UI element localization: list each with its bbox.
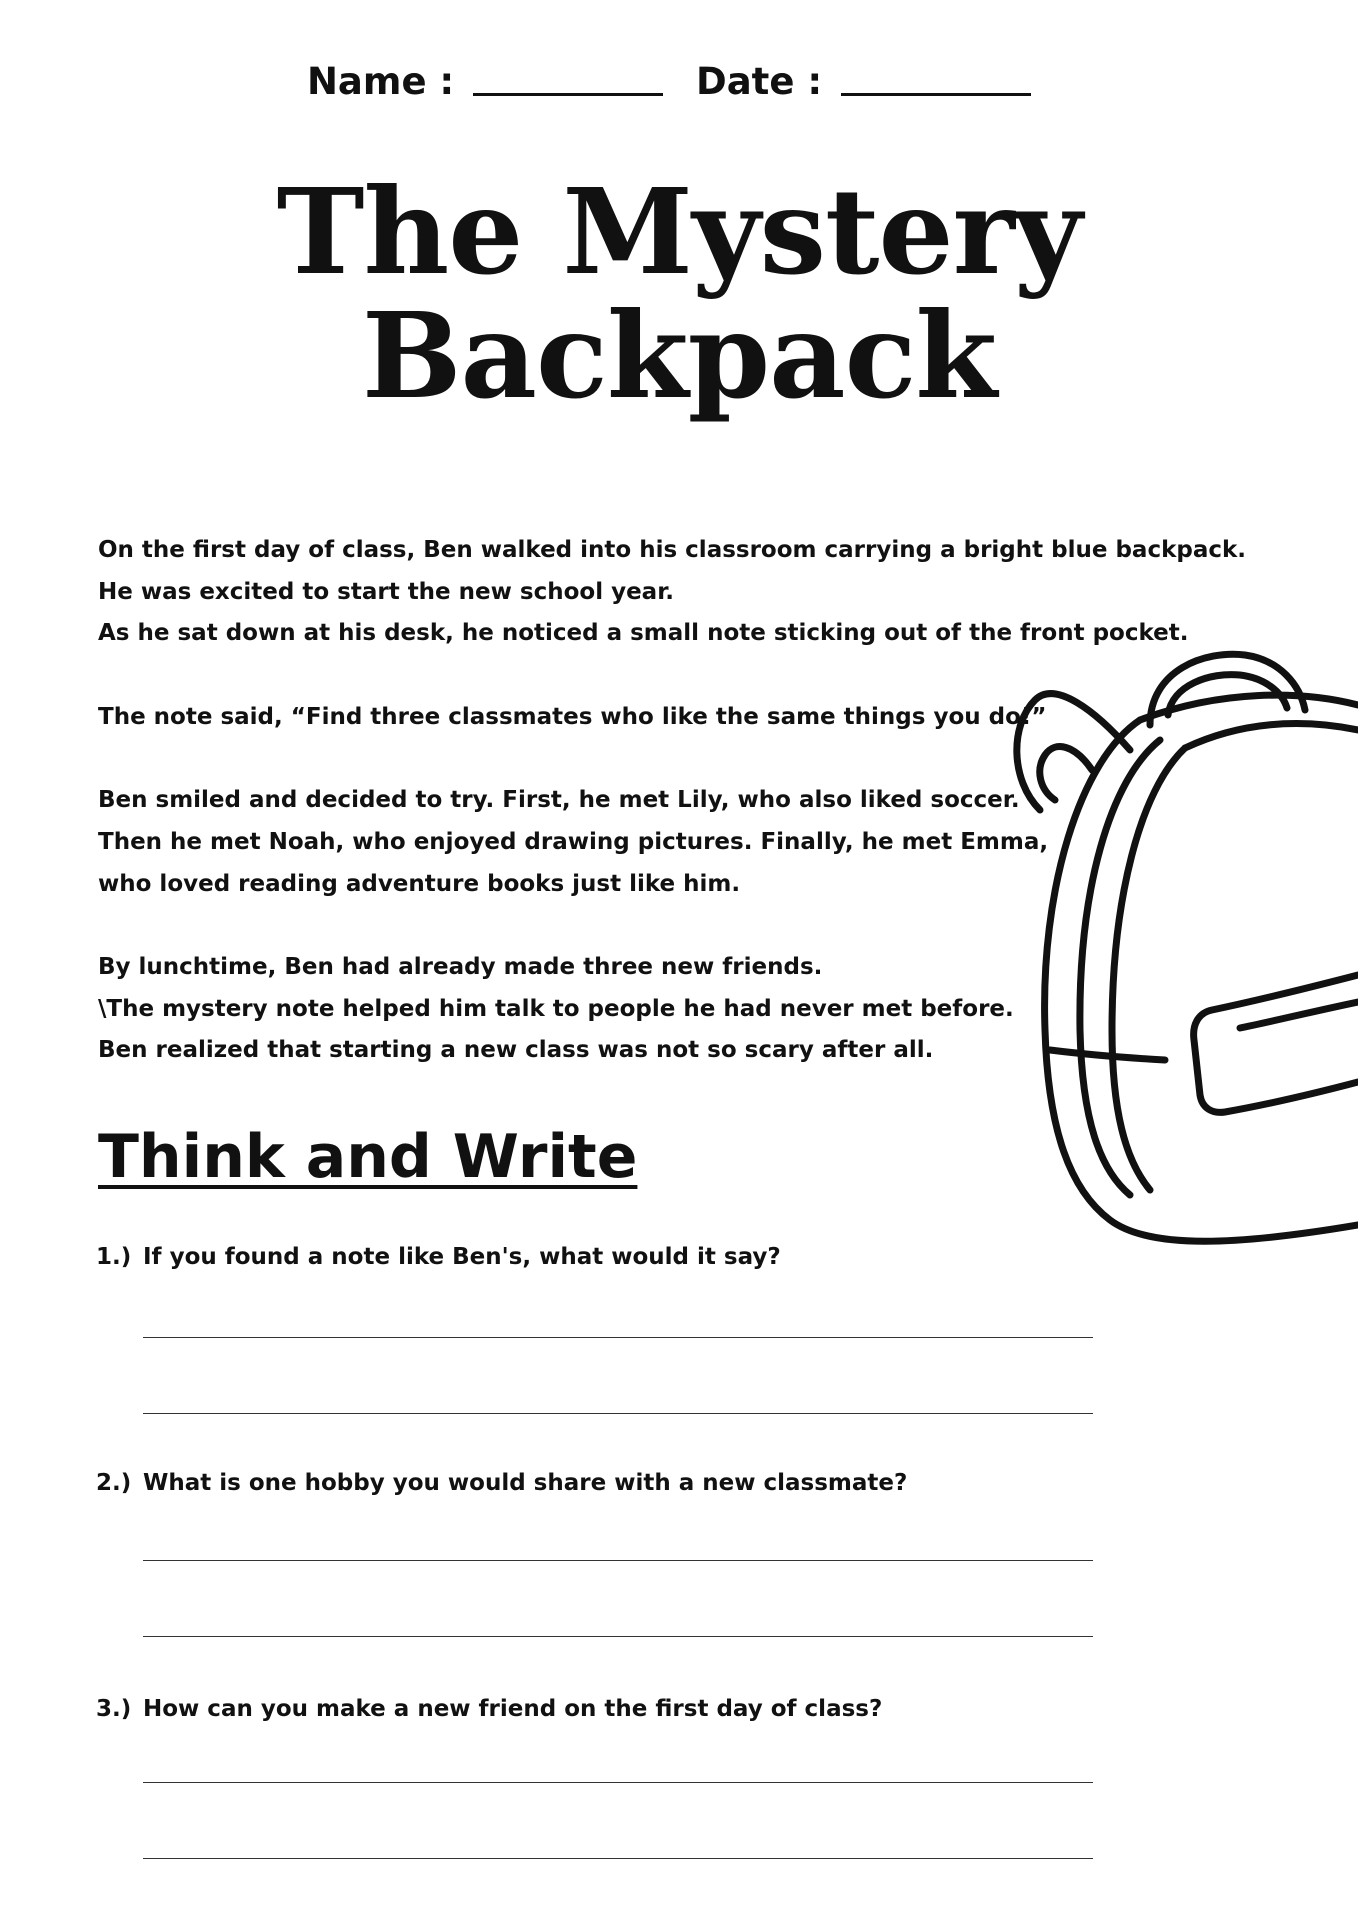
question-1 — [96, 1244, 781, 1270]
question-2 — [96, 1470, 907, 1496]
answer-line[interactable] — [143, 1560, 1093, 1561]
question-text: What is one hobby you would share with a new classmate? — [143, 1470, 908, 1496]
name-blank[interactable] — [473, 61, 663, 96]
story-line: Ben smiled and decided to try. First, he met Lily, who also liked soccer. — [98, 787, 1020, 814]
answer-line[interactable] — [143, 1782, 1093, 1783]
date-blank[interactable] — [841, 61, 1031, 96]
question-text: How can you make a new friend on the first day of class? — [143, 1696, 883, 1722]
section-title: Think and Write — [98, 1122, 638, 1192]
answer-line[interactable] — [143, 1337, 1093, 1338]
answer-line[interactable] — [143, 1413, 1093, 1414]
date-label: Date : — [696, 60, 823, 103]
story-line: \The mystery note helped him talk to people he had never met before. — [98, 995, 1014, 1022]
story-line: The note said, “Find three classmates who like the same things you do!” — [98, 703, 1047, 730]
story-line: Ben realized that starting a new class was not so scary after all. — [98, 1037, 934, 1064]
question-text: If you found a note like Ben's, what would it say? — [143, 1244, 781, 1270]
story-line: He was excited to start the new school year. — [98, 578, 674, 605]
backpack-icon — [1000, 630, 1358, 1270]
title-line-2: Backpack — [361, 286, 997, 425]
title-line-1: The Mystery — [276, 162, 1082, 301]
story-line: As he sat down at his desk, he noticed a small note sticking out of the front pocket. — [98, 620, 1189, 647]
story-line: By lunchtime, Ben had already made three new friends. — [98, 953, 823, 980]
story-line: who loved reading adventure books just like him. — [98, 870, 741, 897]
question-number: 1.) — [96, 1244, 132, 1270]
story-line: On the first day of class, Ben walked into his classroom carrying a bright blue backpack. — [98, 537, 1247, 563]
story-line: Then he met Noah, who enjoyed drawing pictures. Finally, he met Emma, — [98, 828, 1049, 855]
name-label: Name : — [306, 60, 455, 103]
answer-line[interactable] — [143, 1858, 1093, 1859]
question-3 — [96, 1696, 882, 1722]
question-number: 3.) — [96, 1696, 132, 1722]
answer-line[interactable] — [143, 1636, 1093, 1637]
name-date-header — [0, 60, 1358, 103]
question-number: 2.) — [96, 1470, 132, 1496]
page-title — [0, 162, 1358, 425]
